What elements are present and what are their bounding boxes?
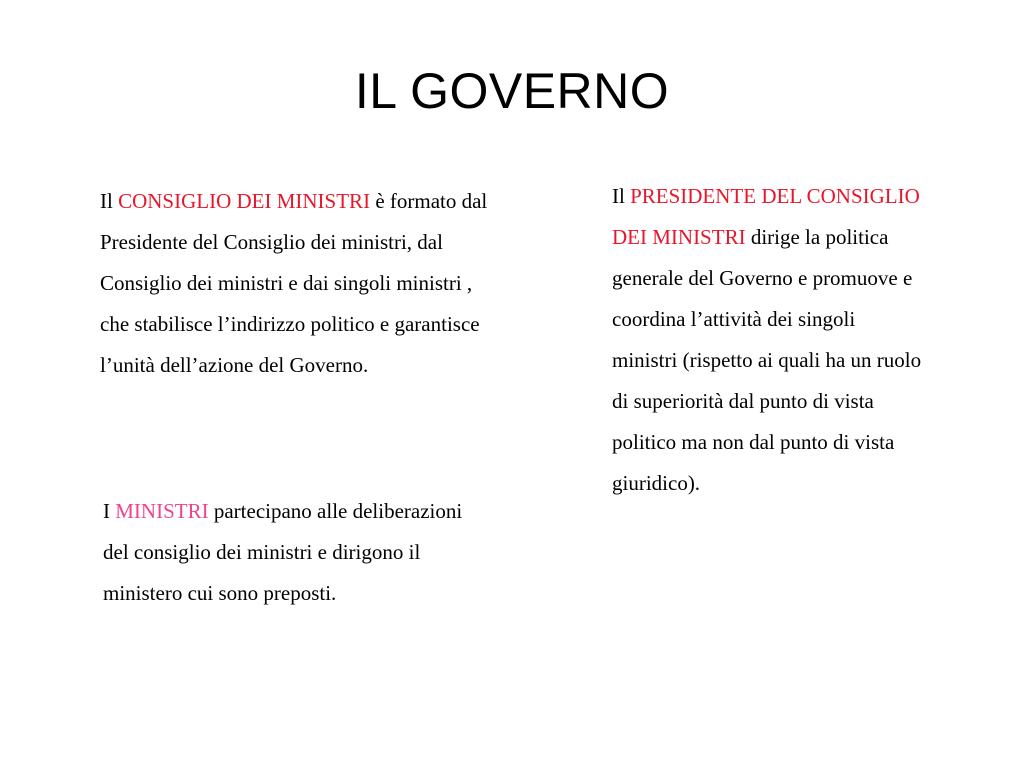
consiglio-prefix: Il <box>100 189 119 213</box>
slide-title: IL GOVERNO <box>354 63 670 119</box>
consiglio-highlight: CONSIGLIO DEI MINISTRI <box>118 189 371 213</box>
ministri-paragraph <box>103 491 473 614</box>
ministri-highlight: MINISTRI <box>115 499 209 523</box>
presidente-prefix: Il <box>612 184 631 208</box>
ministri-text: partecipano alle deliberazioni del consiglio dei ministri e dirigono il ministero cui sono preposti. <box>103 499 463 605</box>
presidente-highlight: PRESIDENTE DEL CONSIGLIO DEI MINISTRI <box>612 184 920 249</box>
consiglio-text: è formato dal Presidente del Consiglio dei ministri, dal Consiglio dei ministri e dai singoli ministri , che stabilisce l’indirizzo politico e garantisce l’unità dell’azione del Governo. <box>100 189 488 377</box>
presidente-text: dirige la politica generale del Governo e promuove e coordina l’attività dei singoli ministri (rispetto ai quali ha un ruolo di superiorità dal punto di vista politico ma non dal punto di vista giuridico). <box>612 225 922 495</box>
presidente-paragraph <box>612 176 922 504</box>
consiglio-paragraph <box>100 181 500 386</box>
ministri-prefix: I <box>103 499 116 523</box>
